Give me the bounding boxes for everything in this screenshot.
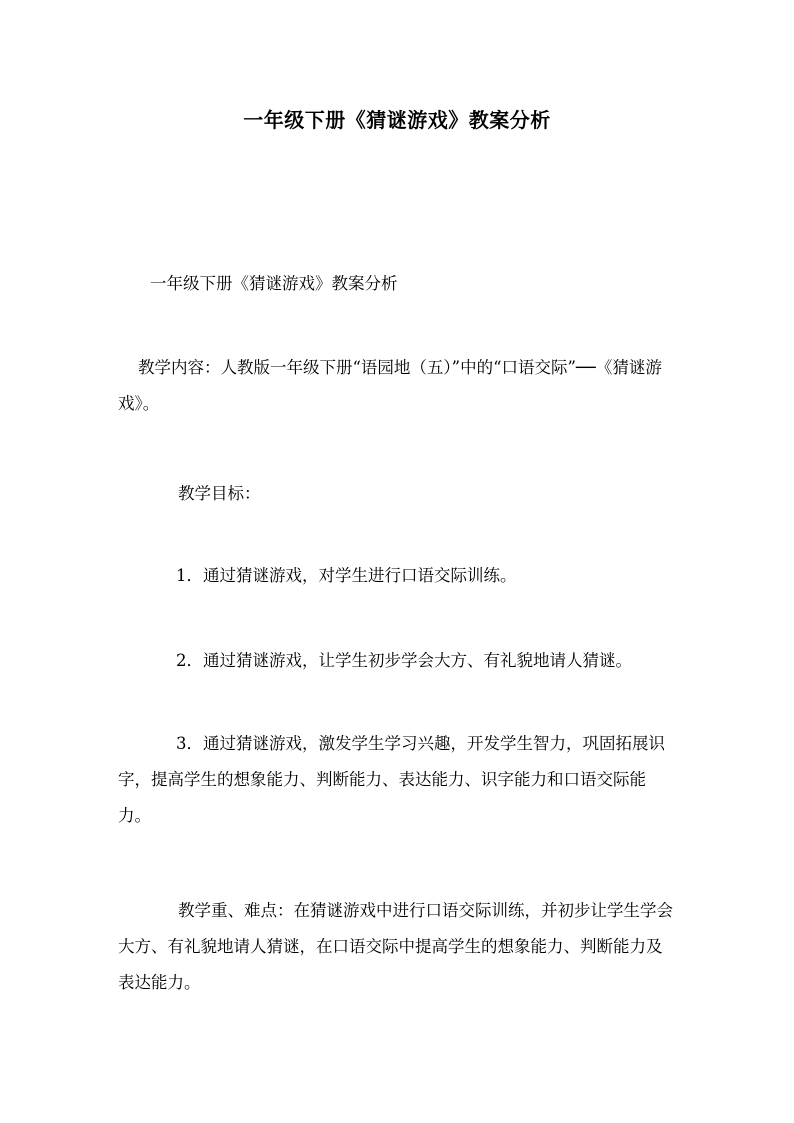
goal-item-1: 1．通过猜谜游戏，对学生进行口语交际训练。 [176, 566, 517, 585]
subtitle-paragraph: 一年级下册《猜谜游戏》教案分析 [150, 274, 398, 293]
teaching-goals-heading: 教学目标： [178, 484, 261, 503]
key-points-paragraph: 教学重、难点：在猜谜游戏中进行口语交际训练，并初步让学生学会大方、有礼貌地请人猜谜，在口语交际中提高学生的想象能力、判断能力及表达能力。 [118, 901, 673, 992]
goal-item-2: 2．通过猜谜游戏，让学生初步学会大方、有礼貌地请人猜谜。 [176, 651, 632, 670]
teaching-content-paragraph: 教学内容：人教版一年级下册“语园地（五）”中的“口语交际”──《猜谜游戏》。 [118, 358, 662, 413]
document-title: 一年级下册《猜谜游戏》教案分析 [243, 108, 551, 132]
goal-item-3: 3．通过猜谜游戏，激发学生学习兴趣，开发学生智力，巩固拓展识字，提高学生的想象能力、判断能力、表达能力、识字能力和口语交际能力。 [118, 734, 665, 825]
